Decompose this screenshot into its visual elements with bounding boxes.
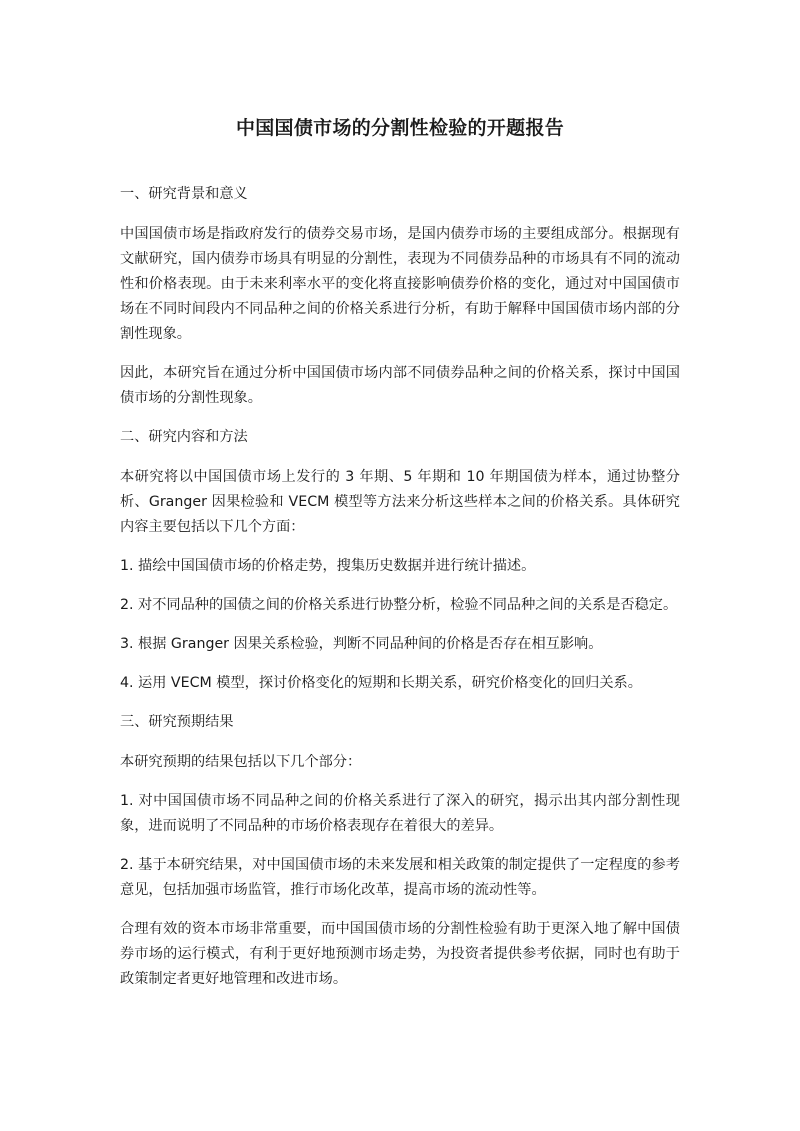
section-heading-expected-results: 三、研究预期结果 — [120, 714, 234, 730]
list-item-method-3: 3. 根据 Granger 因果关系检验，判断不同品种间的价格是否存在相互影响。 — [120, 636, 603, 652]
document-body — [120, 182, 680, 1006]
section-heading-background: 一、研究背景和意义 — [120, 186, 248, 202]
document-title: 中国国债市场的分割性检验的开题报告 — [235, 117, 565, 139]
list-item-method-1: 1. 描绘中国国债市场的价格走势，搜集历史数据并进行统计描述。 — [120, 558, 536, 574]
paragraph-methods: 本研究将以中国国债市场上发行的 3 年期、5 年期和 10 年期国债为样本，通过协整分析、Granger 因果检验和 VECM 模型等方法来分析这些样本之间的价格关系。具体研究内容主要包括以下几个方面： — [120, 469, 680, 535]
list-item-result-1: 1. 对中国国债市场不同品种之间的价格关系进行了深入的研究，揭示出其内部分割性现象，进而说明了不同品种的市场价格表现存在着很大的差异。 — [120, 793, 680, 834]
section-heading-content-methods: 二、研究内容和方法 — [120, 429, 248, 445]
paragraph-background: 中国国债市场是指政府发行的债券交易市场，是国内债券市场的主要组成部分。根据现有文献研究，国内债券市场具有明显的分割性，表现为不同债券品种的市场具有不同的流动性和价格表现。由于未来利率水平的变化将直接影响债券价格的变化，通过对中国国债市场在不同时间段内不同品种之间的价格关系进行分析，有助于解释中国国债市场内部的分割性现象。 — [120, 226, 680, 342]
list-item-method-2: 2. 对不同品种的国债之间的价格关系进行协整分析，检验不同品种之间的关系是否稳定。 — [120, 597, 678, 613]
paragraph-results-intro: 本研究预期的结果包括以下几个部分： — [120, 754, 362, 770]
paragraph-purpose: 因此，本研究旨在通过分析中国国债市场内部不同债券品种之间的价格关系，探讨中国国债市场的分割性现象。 — [120, 365, 680, 406]
list-item-result-2: 2. 基于本研究结果，对中国国债市场的未来发展和相关政策的制定提供了一定程度的参考意见，包括加强市场监管，推行市场化改革，提高市场的流动性等。 — [120, 857, 680, 898]
list-item-method-4: 4. 运用 VECM 模型，探讨价格变化的短期和长期关系，研究价格变化的回归关系。 — [120, 675, 642, 691]
paragraph-conclusion: 合理有效的资本市场非常重要，而中国国债市场的分割性检验有助于更深入地了解中国债券市场的运行模式，有利于更好地预测市场走势，为投资者提供参考依据，同时也有助于政策制定者更好地管理和改进市场。 — [120, 921, 680, 987]
